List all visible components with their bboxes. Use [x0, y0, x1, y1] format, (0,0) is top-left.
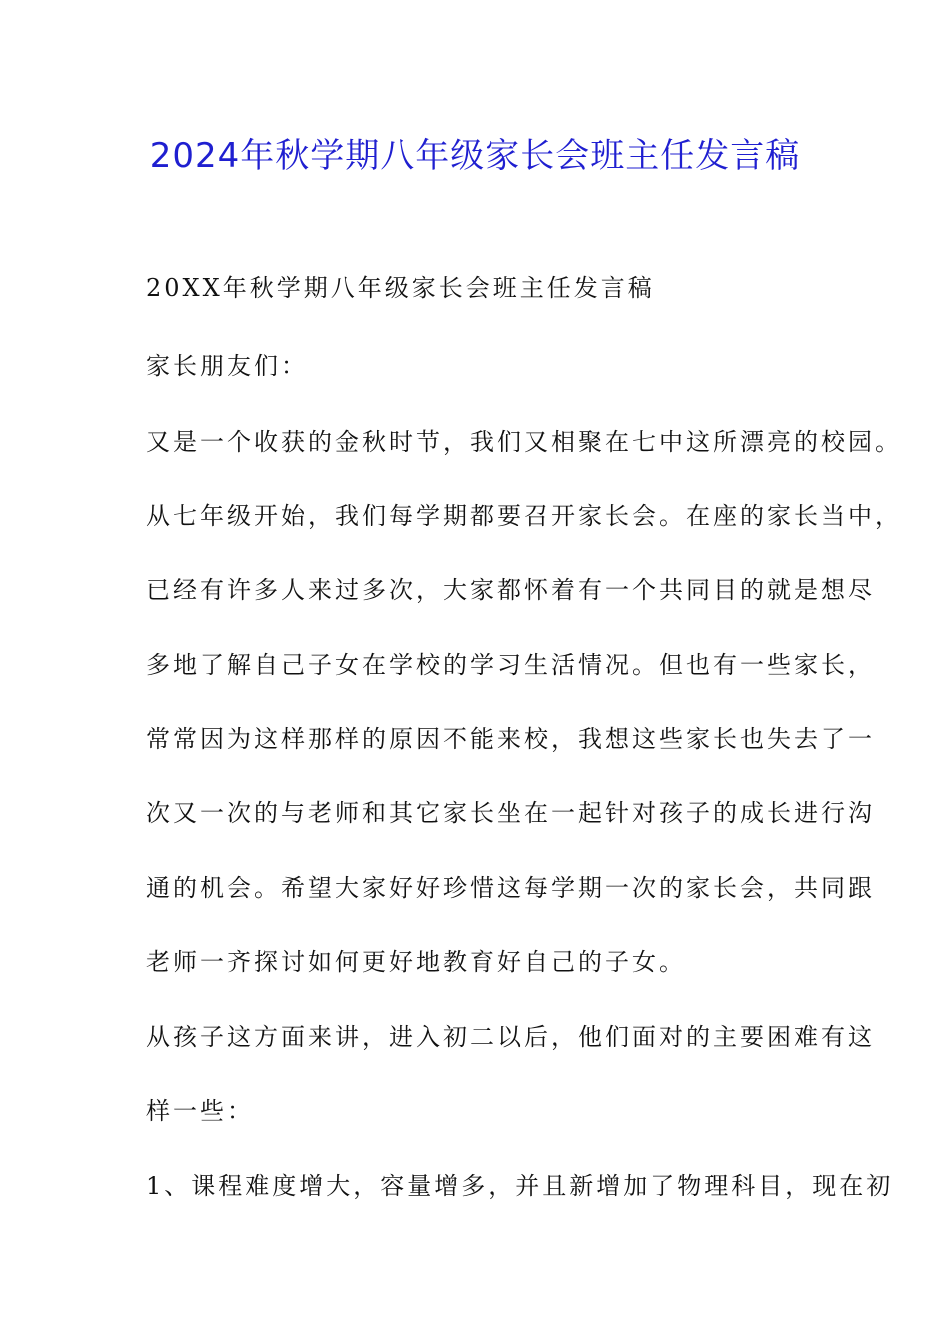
text-line: 又是一个收获的金秋时节，我们又相聚在七中这所漂亮的校园。: [146, 428, 902, 456]
text-line: 多地了解自己子女在学校的学习生活情况。但也有一些家长，: [146, 651, 875, 679]
text-line: 从孩子这方面来讲，进入初二以后，他们面对的主要困难有这: [146, 1023, 875, 1051]
text-line: 老师一齐探讨如何更好地教育好自己的子女。: [146, 948, 686, 976]
text-line-subtitle: 20XX年秋学期八年级家长会班主任发言稿: [146, 274, 655, 302]
text-line: 样一些：: [146, 1097, 254, 1125]
text-line: 次又一次的与老师和其它家长坐在一起针对孩子的成长进行沟: [146, 799, 875, 827]
text-line: 通的机会。希望大家好好珍惜这每学期一次的家长会，共同跟: [146, 874, 875, 902]
text-line: 常常因为这样那样的原因不能来校，我想这些家长也失去了一: [146, 725, 875, 753]
text-line: 1、课程难度增大，容量增多，并且新增加了物理科目，现在初: [146, 1172, 894, 1200]
text-line: 已经有许多人来过多次，大家都怀着有一个共同目的就是想尽: [146, 576, 875, 604]
text-line-salutation: 家长朋友们：: [146, 352, 308, 380]
document-title: 2024年秋学期八年级家长会班主任发言稿: [149, 136, 801, 176]
text-line: 从七年级开始，我们每学期都要召开家长会。在座的家长当中，: [146, 502, 902, 530]
